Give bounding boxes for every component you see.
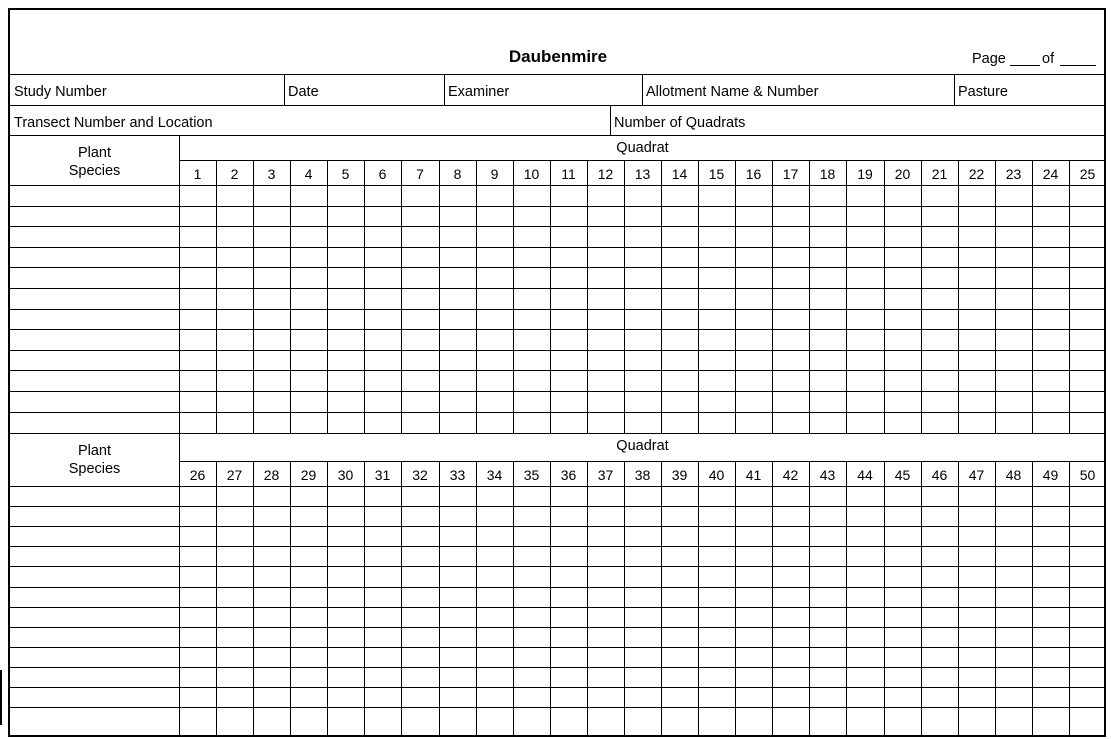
quadrat-column-divider — [1032, 160, 1033, 433]
quadrat-number: 43 — [819, 467, 836, 483]
quadrat-number: 19 — [857, 166, 873, 182]
quadrat-number: 14 — [671, 166, 688, 182]
quadrat-column-divider — [698, 461, 699, 737]
quadrat-column-divider — [809, 461, 810, 737]
quadrat-column-divider — [772, 160, 773, 433]
field-label: Examiner — [448, 84, 510, 100]
page-number-blank[interactable] — [1010, 65, 1040, 66]
quadrat-number: 4 — [304, 166, 313, 182]
field-label: Date — [288, 84, 319, 100]
quadrat-column-divider — [513, 461, 514, 737]
quadrat-number: 15 — [708, 166, 725, 182]
field-label: Pasture — [958, 84, 1008, 100]
field-label: Allotment Name & Number — [646, 84, 819, 100]
quadrat-column-divider — [1032, 461, 1033, 737]
species-entry-cell[interactable] — [10, 566, 179, 586]
quadrat-number: 40 — [708, 467, 725, 483]
quadrat-column-divider — [661, 461, 662, 737]
quadrat-column-divider — [958, 160, 959, 433]
quadrat-column-divider — [735, 160, 736, 433]
quadrat-label-divider — [179, 461, 1106, 462]
edge-mark — [0, 670, 2, 725]
species-entry-cell[interactable] — [10, 587, 179, 607]
quadrat-number: 10 — [523, 166, 540, 182]
quadrat-column-divider — [661, 160, 662, 433]
quadrat-label: Quadrat — [616, 140, 669, 156]
quadrat-number: 29 — [300, 467, 317, 483]
species-entry-cell[interactable] — [10, 506, 179, 526]
quadrat-column-divider — [513, 160, 514, 433]
quadrat-column-divider — [587, 160, 588, 433]
quadrat-column-divider — [884, 461, 885, 737]
of-label: of — [1042, 51, 1055, 67]
quadrat-column-divider — [995, 160, 996, 433]
page-label: Page — [972, 51, 1006, 67]
species-entry-cell[interactable] — [10, 526, 179, 546]
form-title: Daubenmire — [508, 47, 608, 66]
field-label: Study Number — [14, 84, 107, 100]
plant-species-label: Species — [68, 163, 121, 179]
quadrat-column-divider — [364, 160, 365, 433]
quadrat-number: 8 — [453, 166, 462, 182]
quadrat-number: 48 — [1005, 467, 1022, 483]
quadrat-column-divider — [884, 160, 885, 433]
species-entry-cell[interactable] — [10, 329, 179, 350]
quadrat-column-divider — [624, 160, 625, 433]
page-total-blank[interactable] — [1060, 65, 1096, 66]
quadrat-column-divider — [290, 160, 291, 433]
quadrat-column-divider — [735, 461, 736, 737]
species-entry-cell[interactable] — [10, 486, 179, 506]
species-entry-cell[interactable] — [10, 391, 179, 412]
quadrat-number: 5 — [341, 166, 350, 182]
quadrat-number: 42 — [782, 467, 799, 483]
quadrat-column-divider — [476, 160, 477, 433]
quadrat-number: 6 — [378, 166, 387, 182]
quadrat-number: 23 — [1005, 166, 1022, 182]
quadrat-column-divider — [550, 160, 551, 433]
quadrat-column-divider — [921, 160, 922, 433]
quadrat-column-divider — [958, 461, 959, 737]
quadrat-number: 11 — [561, 166, 576, 182]
daubenmire-form — [8, 8, 1106, 737]
quadrat-number: 18 — [819, 166, 836, 182]
quadrat-column-divider — [216, 160, 217, 433]
plant-species-label: Plant — [77, 145, 112, 161]
quadrat-column-divider — [1069, 160, 1070, 433]
quadrat-number: 7 — [416, 166, 424, 182]
quadrat-number: 45 — [894, 467, 911, 483]
quadrat-label: Quadrat — [616, 438, 669, 454]
species-entry-cell[interactable] — [10, 546, 179, 566]
quadrat-number: 3 — [267, 166, 276, 182]
species-entry-cell[interactable] — [10, 288, 179, 309]
quadrat-column-divider — [995, 461, 996, 737]
quadrat-number: 24 — [1042, 166, 1059, 182]
quadrat-number: 17 — [782, 166, 799, 182]
quadrat-column-divider — [439, 160, 440, 433]
quadrat-number: 31 — [374, 467, 391, 483]
row2-divider — [10, 135, 1106, 136]
quadrat-number: 21 — [931, 166, 948, 182]
plant-species-label: Plant — [77, 443, 112, 459]
species-entry-cell[interactable] — [10, 667, 179, 687]
quadrat-column-divider — [401, 160, 402, 433]
quadrat-column-divider — [290, 461, 291, 737]
field-label: Transect Number and Location — [14, 115, 213, 131]
quadrat-column-divider — [846, 160, 847, 433]
quadrat-number: 25 — [1079, 166, 1096, 182]
quadrat-column-divider — [253, 461, 254, 737]
quadrat-number: 49 — [1042, 467, 1059, 483]
quadrat-column-divider — [327, 461, 328, 737]
species-entry-cell[interactable] — [10, 370, 179, 391]
quadrat-column-divider — [846, 461, 847, 737]
species-entry-cell[interactable] — [10, 687, 179, 707]
quadrat-number: 32 — [412, 467, 428, 483]
quadrat-column-divider — [698, 160, 699, 433]
quadrat-number: 34 — [486, 467, 503, 483]
quadrat-number: 35 — [523, 467, 540, 483]
quadrat-column-divider — [587, 461, 588, 737]
plant-species-label: Species — [68, 461, 121, 477]
quadrat-number: 1 — [193, 166, 202, 182]
quadrat-column-divider — [1069, 461, 1070, 737]
quadrat-column-divider — [476, 461, 477, 737]
quadrat-number: 12 — [597, 166, 614, 182]
species-entry-cell[interactable] — [10, 185, 179, 206]
species-entry-cell[interactable] — [10, 226, 179, 247]
field-label: Number of Quadrats — [614, 115, 746, 131]
quadrat-column-divider — [772, 461, 773, 737]
quadrat-column-divider — [550, 461, 551, 737]
quadrat-number: 39 — [671, 467, 688, 483]
quadrat-number: 47 — [968, 467, 985, 483]
quadrat-number: 36 — [560, 467, 577, 483]
quadrat-number: 38 — [634, 467, 651, 483]
species-entry-cell[interactable] — [10, 647, 179, 667]
quadrat-number: 44 — [857, 467, 873, 483]
species-entry-cell[interactable] — [10, 206, 179, 227]
quadrat-number: 41 — [745, 467, 762, 483]
species-entry-cell[interactable] — [10, 267, 179, 288]
species-entry-cell[interactable] — [10, 350, 179, 371]
section-divider — [10, 433, 1106, 434]
quadrat-number: 37 — [597, 467, 614, 483]
quadrat-number: 30 — [337, 467, 354, 483]
quadrat-number: 2 — [230, 166, 239, 182]
quadrat-column-divider — [364, 461, 365, 737]
quadrat-column-divider — [327, 160, 328, 433]
quadrat-number: 16 — [745, 166, 762, 182]
quadrat-column-divider — [921, 461, 922, 737]
quadrat-column-divider — [439, 461, 440, 737]
quadrat-number: 13 — [634, 166, 651, 182]
quadrat-column-divider — [624, 461, 625, 737]
quadrat-number: 46 — [931, 467, 948, 483]
quadrat-number: 28 — [263, 467, 280, 483]
quadrat-number: 27 — [226, 467, 243, 483]
quadrat-label-divider — [179, 160, 1106, 161]
quadrat-column-divider — [809, 160, 810, 433]
species-entry-cell[interactable] — [10, 627, 179, 647]
species-entry-cell[interactable] — [10, 309, 179, 330]
species-entry-cell[interactable] — [10, 412, 179, 433]
quadrat-column-divider — [401, 461, 402, 737]
quadrat-number: 20 — [894, 166, 911, 182]
species-entry-cell[interactable] — [10, 247, 179, 268]
species-entry-cell[interactable] — [10, 607, 179, 627]
quadrat-number: 22 — [968, 166, 985, 182]
quadrat-number: 26 — [189, 467, 206, 483]
quadrat-column-divider — [216, 461, 217, 737]
quadrat-number: 33 — [449, 467, 466, 483]
quadrat-column-divider — [253, 160, 254, 433]
quadrat-number: 50 — [1079, 467, 1096, 483]
species-entry-cell[interactable] — [10, 707, 179, 727]
quadrat-number: 9 — [490, 166, 499, 182]
